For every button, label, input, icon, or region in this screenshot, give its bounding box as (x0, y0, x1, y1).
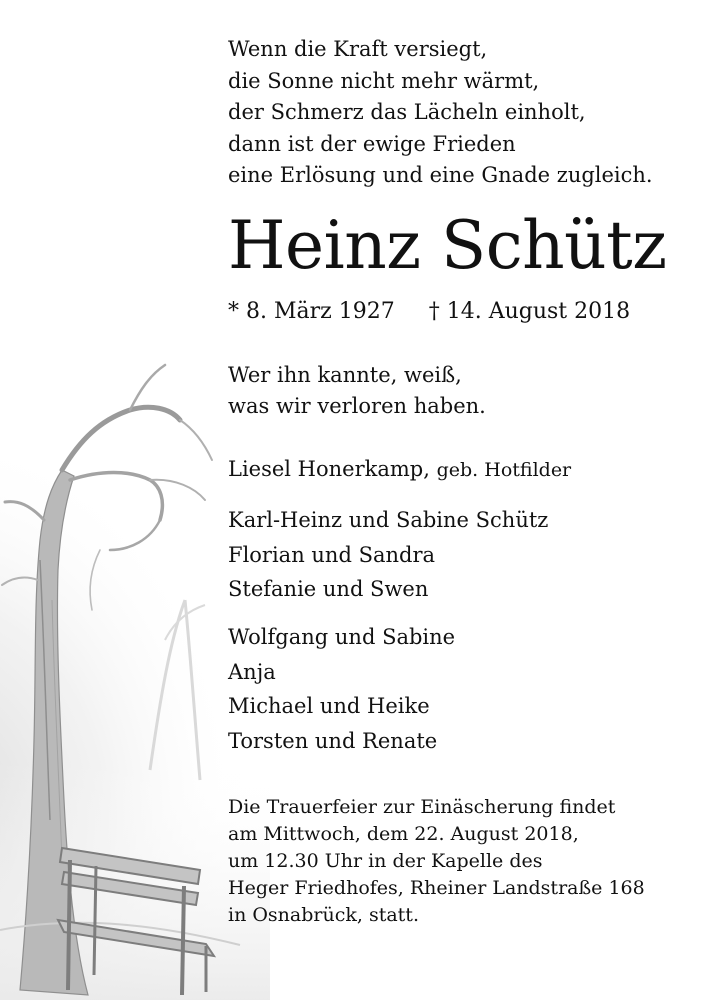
mourner-line: Michael und Heike (228, 694, 430, 718)
poem-line: die Sonne nicht mehr wärmt, (228, 68, 540, 93)
mourner-group-2 (228, 620, 455, 758)
poem-line: dann ist der ewige Frieden (228, 131, 516, 156)
service-line: am Mittwoch, dem 22. August 2018, (228, 823, 579, 845)
poem-line: Wenn die Kraft versiegt, (228, 37, 488, 61)
poem-line: der Schmerz das Lächeln einholt, (228, 100, 586, 124)
poem (228, 34, 653, 192)
mourner-spouse (228, 452, 571, 487)
service-line: Die Trauerfeier zur Einäscherung findet (228, 796, 616, 818)
mourner-line: Florian und Sandra (228, 542, 436, 567)
service-line: um 12.30 Uhr in der Kapelle des (228, 850, 543, 872)
service-line: Heger Friedhofes, Rheiner Landstraße 168 (228, 877, 645, 899)
mourner-line: Stefanie und Swen (228, 577, 429, 601)
quote-line: was wir verloren haben. (228, 393, 486, 418)
death-date: † 14. August 2018 (428, 299, 631, 324)
mourner-group-1 (228, 503, 548, 607)
mourner-line: Torsten und Renate (228, 728, 438, 753)
poem-line: eine Erlösung und eine Gnade zugleich. (228, 163, 653, 187)
birth-date: * 8. März 1927 (228, 299, 395, 324)
life-dates (228, 294, 630, 330)
spouse-maiden-name: geb. Hotfilder (436, 459, 572, 481)
mourner-line: Karl-Heinz und Sabine Schütz (228, 508, 549, 532)
quote (228, 360, 486, 421)
service-line: in Osnabrück, statt. (228, 904, 419, 926)
deceased-name: Heinz Schütz (228, 207, 667, 284)
mourner-line: Anja (228, 659, 276, 684)
mourner-line: Wolfgang und Sabine (228, 625, 456, 649)
service-details (228, 794, 645, 929)
spouse-name: Liesel Honerkamp, (228, 457, 430, 481)
quote-line: Wer ihn kannte, weiß, (228, 363, 462, 387)
